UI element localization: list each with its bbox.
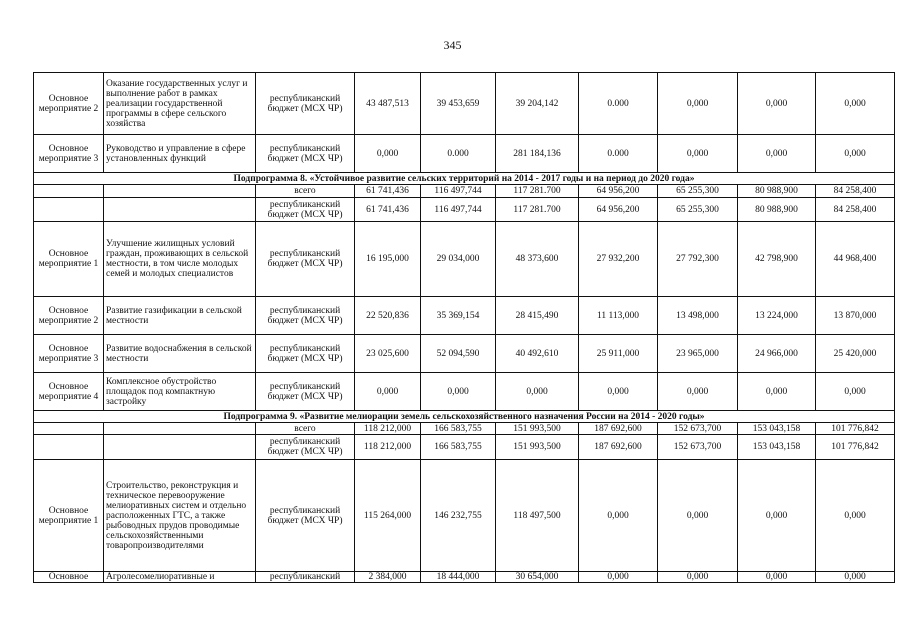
table-row	[34, 460, 895, 572]
activity-name-cell: Развитие газификации в сельской местности	[104, 297, 256, 335]
activity-name-cell	[104, 435, 256, 460]
table-row	[34, 335, 895, 373]
value-cell: 118 212,000	[355, 435, 421, 460]
value-cell: 0,000	[816, 73, 895, 135]
activity-name-cell: Оказание государственных услуг и выполнение работ в рамках реализации государственной программы в сфере сельского хозяйства	[104, 73, 256, 135]
value-cell: 281 184,136	[496, 135, 579, 173]
funding-source-cell: республиканский	[256, 572, 355, 583]
value-cell: 2 384,000	[355, 572, 421, 583]
value-cell: 101 776,842	[816, 435, 895, 460]
value-cell: 48 373,600	[496, 222, 579, 297]
value-cell: 13 870,000	[816, 297, 895, 335]
funding-source-cell: всего	[256, 185, 355, 198]
activity-name-cell	[104, 198, 256, 222]
value-cell: 40 492,610	[496, 335, 579, 373]
value-cell: 11 113,000	[579, 297, 658, 335]
funding-source-cell: республиканский бюджет (МСХ ЧР)	[256, 222, 355, 297]
funding-source-cell: республиканский бюджет (МСХ ЧР)	[256, 460, 355, 572]
subprogram-header-row	[34, 411, 895, 423]
value-cell: 0,000	[738, 572, 816, 583]
page-number: 345	[443, 38, 462, 52]
value-cell: 24 966,000	[738, 335, 816, 373]
value-cell: 39 204,142	[496, 73, 579, 135]
activity-cell: Основное мероприятие 1	[34, 222, 104, 297]
value-cell: 84 258,400	[816, 185, 895, 198]
activity-name-cell: Комплексное обустройство площадок под компактную застройку	[104, 373, 256, 411]
value-cell: 151 993,500	[496, 435, 579, 460]
value-cell: 80 988,900	[738, 198, 816, 222]
activity-name-cell: Руководство и управление в сфере установленных функций	[104, 135, 256, 173]
value-cell: 22 520,836	[355, 297, 421, 335]
value-cell: 0,000	[579, 460, 658, 572]
value-cell: 35 369,154	[421, 297, 496, 335]
value-cell: 65 255,300	[658, 185, 738, 198]
table-row	[34, 435, 895, 460]
activity-cell: Основное мероприятие 2	[34, 297, 104, 335]
value-cell: 101 776,842	[816, 423, 895, 435]
value-cell: 0,000	[738, 460, 816, 572]
value-cell: 146 232,755	[421, 460, 496, 572]
value-cell: 118 497,500	[496, 460, 579, 572]
activity-cell: Основное мероприятие 3	[34, 135, 104, 173]
activity-name-cell	[104, 185, 256, 198]
budget-table	[33, 72, 895, 583]
activity-cell: Основное мероприятие 2	[34, 73, 104, 135]
table-row	[34, 73, 895, 135]
value-cell: 0,000	[738, 73, 816, 135]
value-cell: 25 420,000	[816, 335, 895, 373]
value-cell: 0,000	[738, 135, 816, 173]
activity-cell	[34, 185, 104, 198]
value-cell: 64 956,200	[579, 198, 658, 222]
activity-name-cell: Развитие водоснабжения в сельской местности	[104, 335, 256, 373]
activity-cell	[34, 198, 104, 222]
table-row	[34, 135, 895, 173]
subprogram-title: Подпрограмма 9. «Развитие мелиорации земель сельскохозяйственного назначения России на 2014 - 2020 годы»	[34, 411, 895, 423]
value-cell: 42 798,900	[738, 222, 816, 297]
value-cell: 64 956,200	[579, 185, 658, 198]
value-cell: 23 025,600	[355, 335, 421, 373]
value-cell: 0,000	[658, 373, 738, 411]
funding-source-cell: республиканский бюджет (МСХ ЧР)	[256, 198, 355, 222]
value-cell: 80 988,900	[738, 185, 816, 198]
value-cell: 0,000	[658, 73, 738, 135]
value-cell: 0,000	[355, 373, 421, 411]
funding-source-cell: всего	[256, 423, 355, 435]
activity-name-cell: Строительство, реконструкция и техническое перевооружение мелиоративных систем и отдельно расположенных ГТС, а также рыбоводных прудов проводимые сельскохозяйственными товаропроизводителями	[104, 460, 256, 572]
value-cell: 27 792,300	[658, 222, 738, 297]
value-cell: 0,000	[496, 373, 579, 411]
value-cell: 0.000	[579, 73, 658, 135]
value-cell: 152 673,700	[658, 423, 738, 435]
value-cell: 187 692,600	[579, 435, 658, 460]
value-cell: 0.000	[579, 135, 658, 173]
table-row	[34, 373, 895, 411]
value-cell: 13 498,000	[658, 297, 738, 335]
activity-name-cell: Агролесомелиоративные и	[104, 572, 256, 583]
table-row	[34, 423, 895, 435]
value-cell: 30 654,000	[496, 572, 579, 583]
value-cell: 117 281.700	[496, 185, 579, 198]
value-cell: 61 741,436	[355, 198, 421, 222]
value-cell: 0,000	[816, 135, 895, 173]
value-cell: 0,000	[658, 135, 738, 173]
activity-cell	[34, 435, 104, 460]
table-row	[34, 198, 895, 222]
activity-cell: Основное мероприятие 4	[34, 373, 104, 411]
value-cell: 23 965,000	[658, 335, 738, 373]
funding-source-cell: республиканский бюджет (МСХ ЧР)	[256, 297, 355, 335]
value-cell: 0,000	[658, 460, 738, 572]
funding-source-cell: республиканский бюджет (МСХ ЧР)	[256, 435, 355, 460]
value-cell: 0.000	[421, 135, 496, 173]
value-cell: 61 741,436	[355, 185, 421, 198]
value-cell: 0,000	[738, 373, 816, 411]
value-cell: 118 212,000	[355, 423, 421, 435]
value-cell: 52 094,590	[421, 335, 496, 373]
value-cell: 44 968,400	[816, 222, 895, 297]
value-cell: 39 453,659	[421, 73, 496, 135]
value-cell: 27 932,200	[579, 222, 658, 297]
value-cell: 29 034,000	[421, 222, 496, 297]
value-cell: 153 043,158	[738, 423, 816, 435]
subprogram-title: Подпрограмма 8. «Устойчивое развитие сельских территорий на 2014 - 2017 годы и на период до 2020 года»	[34, 173, 895, 185]
value-cell: 0,000	[816, 373, 895, 411]
table-row	[34, 222, 895, 297]
table-row	[34, 185, 895, 198]
value-cell: 0,000	[579, 572, 658, 583]
activity-name-cell	[104, 423, 256, 435]
funding-source-cell: республиканский бюджет (МСХ ЧР)	[256, 73, 355, 135]
value-cell: 152 673,700	[658, 435, 738, 460]
value-cell: 65 255,300	[658, 198, 738, 222]
value-cell: 0,000	[816, 572, 895, 583]
value-cell: 84 258,400	[816, 198, 895, 222]
value-cell: 0,000	[816, 460, 895, 572]
value-cell: 116 497,744	[421, 185, 496, 198]
value-cell: 0,000	[421, 373, 496, 411]
activity-cell: Основное мероприятие 3	[34, 335, 104, 373]
subprogram-header-row	[34, 173, 895, 185]
value-cell: 0,000	[579, 373, 658, 411]
activity-name-cell: Улучшение жилищных условий граждан, проживающих в сельской местности, в том числе молодых семей и молодых специалистов	[104, 222, 256, 297]
value-cell: 115 264,000	[355, 460, 421, 572]
activity-cell: Основное мероприятие 1	[34, 460, 104, 572]
value-cell: 151 993,500	[496, 423, 579, 435]
value-cell: 117 281.700	[496, 198, 579, 222]
value-cell: 187 692,600	[579, 423, 658, 435]
table-row	[34, 297, 895, 335]
value-cell: 166 583,755	[421, 423, 496, 435]
value-cell: 43 487,513	[355, 73, 421, 135]
activity-cell	[34, 423, 104, 435]
value-cell: 13 224,000	[738, 297, 816, 335]
value-cell: 18 444,000	[421, 572, 496, 583]
funding-source-cell: республиканский бюджет (МСХ ЧР)	[256, 335, 355, 373]
value-cell: 0,000	[355, 135, 421, 173]
value-cell: 16 195,000	[355, 222, 421, 297]
funding-source-cell: республиканский бюджет (МСХ ЧР)	[256, 373, 355, 411]
value-cell: 25 911,000	[579, 335, 658, 373]
value-cell: 28 415,490	[496, 297, 579, 335]
value-cell: 153 043,158	[738, 435, 816, 460]
funding-source-cell: республиканский бюджет (МСХ ЧР)	[256, 135, 355, 173]
value-cell: 0,000	[658, 572, 738, 583]
activity-cell: Основное	[34, 572, 104, 583]
table-row	[34, 572, 895, 583]
value-cell: 166 583,755	[421, 435, 496, 460]
value-cell: 116 497,744	[421, 198, 496, 222]
